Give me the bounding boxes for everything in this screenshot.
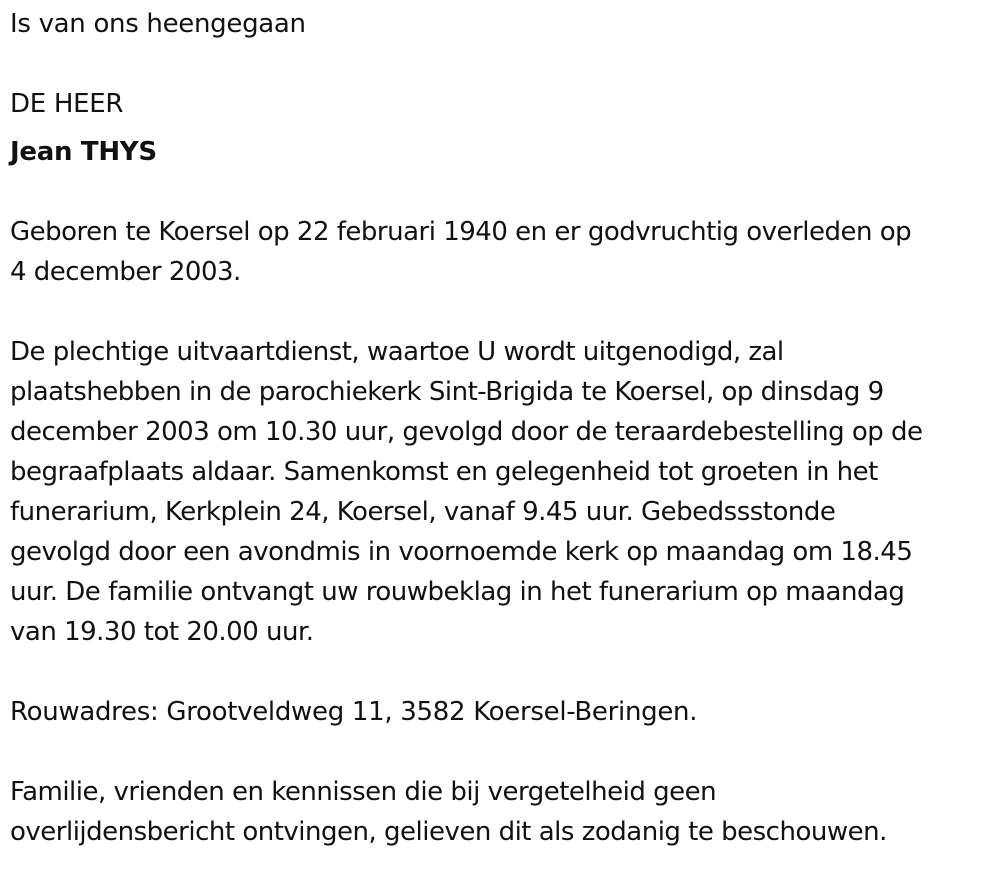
spacer <box>10 732 985 772</box>
paragraph-line: gevolgd door een avondmis in voornoemde kerk op maandag om 18.45 <box>10 537 913 567</box>
paragraph-line: uur. De familie ontvangt uw rouwbeklag in het funerarium op maandag <box>10 577 905 607</box>
paragraph-line: overlijdensbericht ontvingen, gelieven dit als zodanig te beschouwen. <box>10 817 887 847</box>
paragraph-line: plaatshebben in de parochiekerk Sint-Brigida te Koersel, op dinsdag 9 <box>10 377 884 407</box>
paragraph-line: De plechtige uitvaartdienst, waartoe U wordt uitgenodigd, zal <box>10 337 784 367</box>
mourning-address: Rouwadres: Grootveldweg 11, 3582 Koersel-Beringen. <box>10 697 698 727</box>
spacer <box>10 172 985 212</box>
intro-text: Is van ons heengegaan <box>10 9 306 39</box>
spacer <box>10 652 985 692</box>
birth-death-paragraph <box>10 212 985 292</box>
paragraph-line: 4 december 2003. <box>10 257 241 287</box>
honorific: DE HEER <box>10 89 124 119</box>
paragraph-line: begraafplaats aldaar. Samenkomst en gelegenheid tot groeten in het <box>10 457 878 487</box>
closing-paragraph <box>10 772 985 852</box>
paragraph-line: van 19.30 tot 20.00 uur. <box>10 617 314 647</box>
service-paragraph <box>10 332 985 652</box>
spacer <box>10 44 985 84</box>
deceased-name: Jean THYS <box>10 137 157 167</box>
paragraph-line: december 2003 om 10.30 uur, gevolgd door de teraardebestelling op de <box>10 417 923 447</box>
paragraph-line: Familie, vrienden en kennissen die bij vergetelheid geen <box>10 777 717 807</box>
paragraph-line: Geboren te Koersel op 22 februari 1940 en er godvruchtig overleden op <box>10 217 912 247</box>
death-notice <box>10 4 985 852</box>
spacer <box>10 292 985 332</box>
paragraph-line: funerarium, Kerkplein 24, Koersel, vanaf 9.45 uur. Gebedssstonde <box>10 497 836 527</box>
